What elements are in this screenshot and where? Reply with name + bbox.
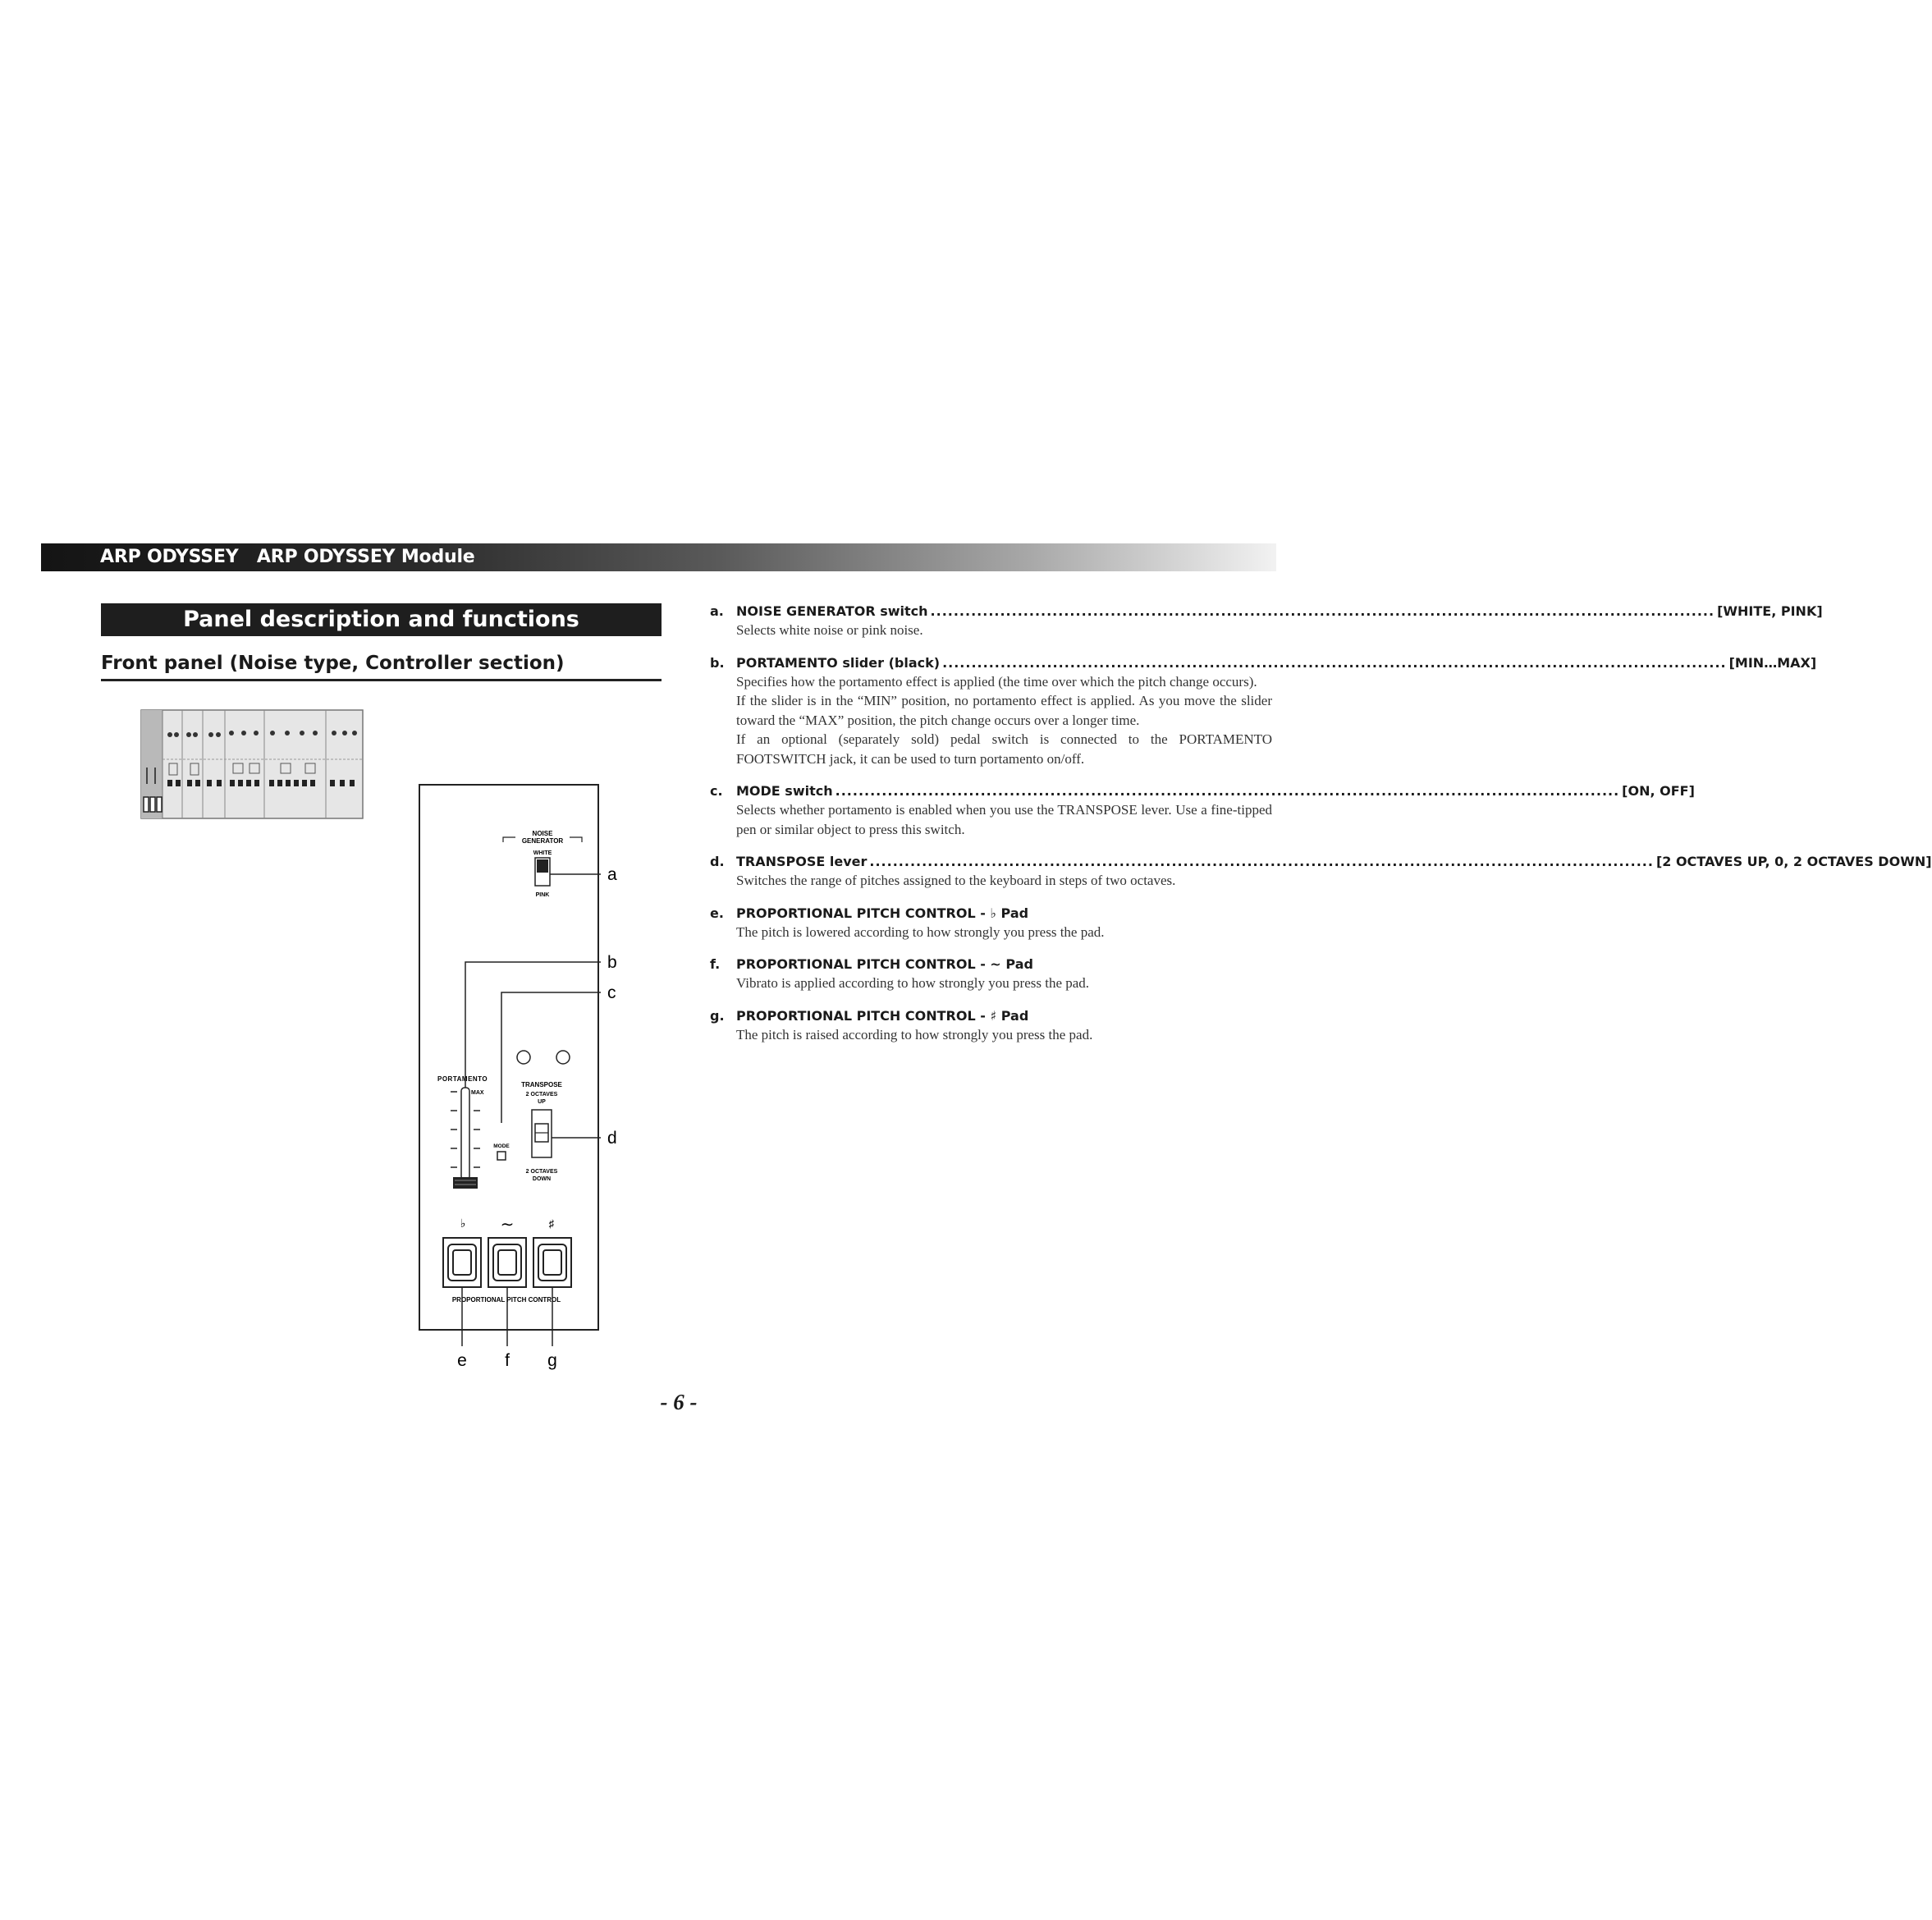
transpose-label: TRANSPOSE [521, 1081, 562, 1088]
item-letter: g. [710, 1007, 725, 1024]
portamento-slider-knob [453, 1177, 478, 1189]
leader-dots: ....................................................................................................................................... [942, 654, 1727, 671]
item-a [710, 603, 1823, 640]
octaves-down-label-1: 2 OCTAVES [525, 1169, 558, 1175]
item-name: NOISE GENERATOR switch [736, 603, 928, 619]
sharp-symbol: ♯ [548, 1217, 555, 1230]
leader-dots: ....................................................................................................................................... [930, 603, 1715, 619]
item-letter: d. [710, 854, 725, 869]
item-description: Selects white noise or pink noise. [736, 622, 923, 638]
header-bar [41, 543, 1276, 571]
header-title: ARP ODYSSEY ARP ODYSSEY Module [100, 547, 475, 567]
tilde-symbol: ∼ [500, 1216, 515, 1234]
callout-a: a [607, 865, 617, 884]
item-b [710, 654, 1817, 769]
item-f [710, 955, 1272, 993]
item-description: Specifies how the portamento effect is applied (the time over which the pitch change occurs). [736, 673, 1257, 690]
panel-thumbnail [141, 710, 363, 818]
octaves-up-label-2: UP [538, 1099, 546, 1105]
octaves-down-label-2: DOWN [532, 1176, 552, 1182]
leader-dots: ....................................................................................................................................... [835, 783, 1620, 799]
max-label: MAX [471, 1090, 484, 1096]
item-name: PORTAMENTO slider (black) [736, 654, 941, 671]
octaves-up-label-1: 2 OCTAVES [525, 1092, 558, 1097]
item-descriptions [710, 603, 1932, 1058]
item-description: Switches the range of pitches assigned to the keyboard in steps of two octaves. [736, 873, 1176, 888]
item-letter: a. [710, 603, 724, 619]
controller-panel-diagram [410, 772, 624, 1379]
item-letter: f. [710, 956, 721, 972]
callout-e: e [457, 1351, 467, 1370]
callout-d: d [607, 1129, 617, 1148]
item-letter: c. [710, 783, 723, 799]
mode-switch [497, 1152, 506, 1160]
item-letter: b. [710, 654, 725, 671]
item-description: If the slider is in the “MIN” position, no portamento effect is applied. As you move the slider toward the “MAX” position, the pitch change occurs over a longer time. [736, 693, 1272, 728]
item-description: The pitch is lowered according to how strongly you press the pad. [736, 923, 1105, 940]
item-d [710, 853, 1932, 891]
item-name: MODE switch [736, 783, 833, 799]
portamento-slider-track [461, 1088, 469, 1180]
page-number: - 6 - [660, 1390, 698, 1414]
item-e [710, 905, 1272, 942]
item-letter: e. [710, 905, 724, 921]
white-label: WHITE [533, 850, 552, 856]
pink-label: PINK [535, 892, 550, 898]
portamento-label: PORTAMENTO [437, 1075, 488, 1083]
transpose-led-right [556, 1051, 570, 1064]
flat-symbol: ♭ [460, 1217, 466, 1230]
item-name: PROPORTIONAL PITCH CONTROL - ♭ Pad [736, 905, 1029, 921]
item-name: PROPORTIONAL PITCH CONTROL - ♯ Pad [736, 1007, 1029, 1024]
callout-f: f [505, 1351, 510, 1370]
noise-generator-label-1: NOISE [532, 830, 553, 837]
item-description: Vibrato is applied according to how strongly you press the pad. [736, 975, 1090, 991]
subsection-title: Front panel (Noise type, Controller section) [101, 653, 662, 681]
noise-generator-label-2: GENERATOR [521, 837, 564, 845]
section-title: Panel description and functions [101, 603, 662, 636]
item-range: [WHITE, PINK] [1717, 603, 1823, 619]
transpose-led-left [517, 1051, 530, 1064]
mode-label: MODE [493, 1143, 510, 1149]
item-description: The pitch is raised according to how strongly you press the pad. [736, 1026, 1093, 1042]
item-range: [2 OCTAVES UP, 0, 2 OCTAVES DOWN] [1655, 854, 1932, 869]
item-description: Selects whether portamento is enabled when you use the TRANSPOSE lever. Use a fine-tipped pen or similar object to press this switch. [736, 802, 1272, 837]
item-range: [MIN…MAX] [1728, 654, 1817, 671]
item-c [710, 782, 1695, 839]
leader-dots: ....................................................................................................................................... [869, 854, 1654, 869]
callout-b: b [607, 953, 617, 972]
item-name: PROPORTIONAL PITCH CONTROL - ∼ Pad [736, 956, 1033, 972]
item-range: [ON, OFF] [1622, 783, 1695, 799]
callout-g: g [547, 1351, 557, 1370]
item-g [710, 1007, 1272, 1045]
item-description: If an optional (separately sold) pedal switch is connected to the PORTAMENTO FOOTSWITCH jack, it can be used to turn portamento on/off. [736, 731, 1272, 767]
item-name: TRANSPOSE lever [736, 854, 868, 869]
ppc-label: PROPORTIONAL PITCH CONTROL [451, 1296, 561, 1304]
callout-c: c [607, 983, 616, 1002]
